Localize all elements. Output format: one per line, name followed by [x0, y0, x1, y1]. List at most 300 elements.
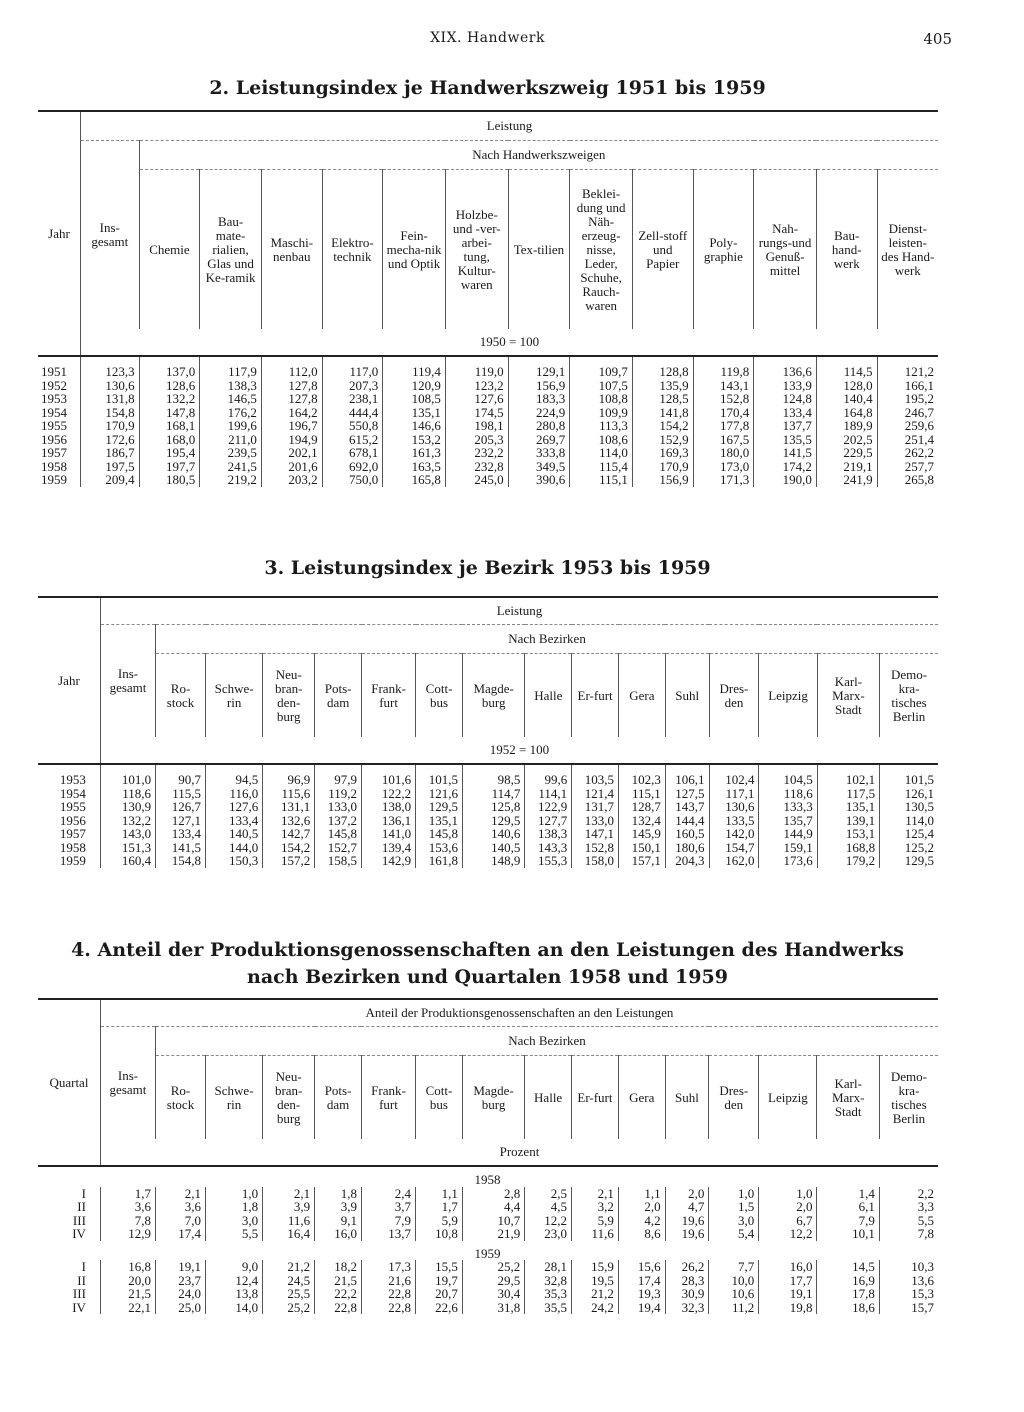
t3-head-leistung: Leistung: [100, 597, 938, 625]
table-cell: 10,3: [879, 1260, 938, 1274]
table-cell: 150,3: [206, 854, 263, 868]
table-cell: 190,0: [754, 473, 817, 487]
table-cell: 1,0: [205, 1187, 262, 1201]
table-cell: 115,4: [570, 460, 633, 474]
table-cell: 3,7: [361, 1200, 415, 1214]
table-cell: 154,2: [632, 419, 693, 433]
t2-col-header: Chemie: [139, 170, 200, 330]
table-cell: 176,2: [200, 406, 262, 420]
table-cell: 19,6: [665, 1214, 709, 1228]
table-cell: 21,2: [263, 1260, 315, 1274]
table-row: [38, 419, 938, 433]
row-label: 1954: [41, 404, 67, 420]
table-row: [38, 460, 938, 474]
table-cell: 107,5: [570, 379, 633, 393]
table-cell: 197,7: [139, 460, 200, 474]
table-cell: 19,7: [416, 1274, 463, 1288]
table-cell: 17,3: [361, 1260, 415, 1274]
table-cell: 23,0: [525, 1227, 572, 1241]
t3-col-header: Frank-furt: [362, 654, 416, 738]
table-cell: 137,7: [754, 419, 817, 433]
table-cell: 180,5: [139, 473, 200, 487]
table-cell: 101,0: [100, 764, 155, 787]
table-cell: 127,6: [445, 392, 508, 406]
t2-col-header: Zell-stoff und Papier: [632, 170, 693, 330]
t4-col-header: Dres-den: [709, 1056, 759, 1140]
t3-head-base: 1952 = 100: [100, 737, 938, 764]
table-cell: 211,0: [200, 433, 262, 447]
t2-col-header: Tex-tilien: [508, 170, 570, 330]
table-cell: 127,6: [206, 800, 263, 814]
table-cell: 154,8: [80, 406, 139, 420]
table-cell: 94,5: [206, 764, 263, 787]
table-cell: 186,7: [80, 446, 139, 460]
table-cell: 2,0: [665, 1187, 709, 1201]
t2-col-header: Beklei-dung und Näh-erzeug-nisse, Leder, Schuhe, Rauch-waren: [570, 170, 633, 330]
table-cell: 138,3: [200, 379, 262, 393]
table-cell: 142,9: [362, 854, 416, 868]
table-cell: 19,3: [618, 1287, 665, 1301]
table-cell: 174,5: [445, 406, 508, 420]
table-cell: 2,4: [361, 1187, 415, 1201]
table-cell: 130,5: [880, 800, 938, 814]
table-cell: 112,0: [261, 356, 322, 379]
table-cell: 133,4: [754, 406, 817, 420]
t2-col-header: Nah-rungs-und Genuß-mittel: [754, 170, 817, 330]
table-row: [38, 1287, 938, 1301]
table-cell: 114,1: [525, 787, 572, 801]
table-cell: 117,9: [200, 356, 262, 379]
table-cell: 24,2: [572, 1301, 619, 1315]
table-cell: 152,9: [632, 433, 693, 447]
row-label: 1957: [59, 826, 86, 841]
table-cell: 15,6: [618, 1260, 665, 1274]
row-label: 1955: [59, 799, 86, 814]
table-cell: 135,7: [759, 814, 817, 828]
table-cell: 2,2: [879, 1187, 938, 1201]
table-cell: 4,2: [618, 1214, 665, 1228]
t4-head-quartal: Quartal: [38, 999, 100, 1166]
table-cell: 12,2: [525, 1214, 572, 1228]
table-cell: 129,1: [508, 356, 570, 379]
table-cell: 145,8: [315, 827, 362, 841]
table-cell: 130,9: [100, 800, 155, 814]
table-cell: 143,3: [525, 841, 572, 855]
row-label: I: [81, 1259, 86, 1274]
table-cell: 169,3: [632, 446, 693, 460]
table-cell: 550,8: [322, 419, 383, 433]
table-cell: 3,6: [156, 1200, 206, 1214]
table-cell: 14,0: [205, 1301, 262, 1315]
table-cell: 5,5: [205, 1227, 262, 1241]
table-cell: 1,5: [709, 1200, 759, 1214]
table-cell: 241,5: [200, 460, 262, 474]
table-cell: 14,5: [817, 1260, 879, 1274]
table-cell: 98,5: [462, 764, 524, 787]
table-cell: 168,8: [817, 841, 879, 855]
table-cell: 119,0: [445, 356, 508, 379]
table-cell: 115,1: [619, 787, 666, 801]
table-cell: 123,2: [445, 379, 508, 393]
table-cell: 196,7: [261, 419, 322, 433]
table-cell: 164,8: [816, 406, 877, 420]
table-cell: 9,1: [315, 1214, 362, 1228]
table-cell: 26,2: [665, 1260, 709, 1274]
table-cell: 22,8: [361, 1287, 415, 1301]
table-cell: 128,0: [816, 379, 877, 393]
t3-head-jahr: Jahr: [38, 597, 100, 764]
table-cell: 120,9: [383, 379, 446, 393]
table-row: [38, 356, 938, 379]
table-cell: 16,0: [759, 1260, 817, 1274]
row-label: II: [77, 1199, 86, 1214]
table-cell: 224,9: [508, 406, 570, 420]
table-cell: 137,2: [315, 814, 362, 828]
table-cell: 168,0: [139, 433, 200, 447]
table-cell: 3,0: [205, 1214, 262, 1228]
table-cell: 219,2: [200, 473, 262, 487]
table-cell: 241,9: [816, 473, 877, 487]
table-row: [38, 841, 938, 855]
table-cell: 28,1: [525, 1260, 572, 1274]
table-cell: 154,2: [263, 841, 315, 855]
table-cell: 1,0: [709, 1187, 759, 1201]
row-label: I: [81, 1185, 86, 1201]
table-cell: 139,1: [817, 814, 879, 828]
table-cell: 197,5: [80, 460, 139, 474]
table-cell: 114,5: [816, 356, 877, 379]
table-cell: 141,5: [156, 841, 206, 855]
t4-col-header: Leipzig: [759, 1056, 817, 1140]
t2-head-jahr: Jahr: [38, 111, 80, 356]
table4-title-line2: nach Bezirken und Quartalen 1958 und 1959: [247, 966, 728, 988]
row-label: 1953: [59, 772, 86, 787]
t4-head-anteil: Anteil der Produktionsgenossenschaften an den Leistungen: [100, 999, 938, 1027]
table-cell: 130,6: [709, 800, 759, 814]
table-cell: 2,5: [525, 1187, 572, 1201]
t4-col-header: Gera: [618, 1056, 665, 1140]
table-cell: 108,5: [383, 392, 446, 406]
row-label: II: [77, 1272, 86, 1288]
row-label: 1956: [59, 812, 86, 828]
t2-head-insgesamt: Ins-gesamt: [80, 141, 139, 330]
row-label: 1951: [41, 364, 67, 379]
table-cell: 21,2: [572, 1287, 619, 1301]
t4-col-header: Halle: [525, 1056, 572, 1140]
table-cell: 128,6: [139, 379, 200, 393]
table-cell: 12,2: [759, 1227, 817, 1241]
table-cell: 141,5: [754, 446, 817, 460]
t4-head-unit: Prozent: [100, 1139, 938, 1166]
table-cell: 128,8: [632, 356, 693, 379]
table-cell: 189,9: [816, 419, 877, 433]
table-cell: 133,0: [572, 814, 619, 828]
table-cell: 96,9: [263, 764, 315, 787]
table-cell: 16,4: [263, 1227, 315, 1241]
table-cell: 194,9: [261, 433, 322, 447]
table-cell: 195,2: [877, 392, 938, 406]
table-cell: 4,7: [665, 1200, 709, 1214]
table-cell: 13,8: [205, 1287, 262, 1301]
table-row: [38, 1187, 938, 1201]
row-label: 1958: [41, 458, 67, 474]
table-cell: 144,4: [665, 814, 709, 828]
row-label: 1954: [59, 785, 86, 801]
table-cell: 10,1: [817, 1227, 879, 1241]
table-cell: 163,5: [383, 460, 446, 474]
t3-col-header: Er-furt: [572, 654, 619, 738]
table-cell: 136,1: [362, 814, 416, 828]
t4-col-header: Frank-furt: [361, 1056, 415, 1140]
table-cell: 166,1: [877, 379, 938, 393]
table-cell: 127,8: [261, 392, 322, 406]
t3-col-header: Halle: [525, 654, 572, 738]
t3-col-header: Dres-den: [709, 654, 759, 738]
table-cell: 101,6: [362, 764, 416, 787]
t4-col-header: Demo-kra-tisches Berlin: [879, 1056, 938, 1140]
table-cell: 128,7: [619, 800, 666, 814]
table-cell: 205,3: [445, 433, 508, 447]
table-cell: 133,0: [315, 800, 362, 814]
table2-title: 2. Leistungsindex je Handwerkszweig 1951 bis 1959: [209, 77, 766, 99]
table-cell: 128,5: [632, 392, 693, 406]
table-cell: 119,4: [383, 356, 446, 379]
table-cell: 17,8: [817, 1287, 879, 1301]
table-cell: 119,2: [315, 787, 362, 801]
table-cell: 115,5: [156, 787, 206, 801]
table-cell: 104,5: [759, 764, 817, 787]
table-cell: 164,2: [261, 406, 322, 420]
table-cell: 156,9: [632, 473, 693, 487]
table-cell: 118,6: [759, 787, 817, 801]
t2-col-header: Elektro-technik: [322, 170, 383, 330]
t3-col-header: Schwe-rin: [206, 654, 263, 738]
table-cell: 167,5: [693, 433, 754, 447]
table-cell: 173,0: [693, 460, 754, 474]
table-cell: 32,3: [665, 1301, 709, 1315]
table-cell: 144,9: [759, 827, 817, 841]
table-cell: 615,2: [322, 433, 383, 447]
table-cell: 141,8: [632, 406, 693, 420]
row-label: 1957: [41, 445, 67, 460]
table-cell: 125,2: [880, 841, 938, 855]
table-cell: 132,6: [263, 814, 315, 828]
table-cell: 158,5: [315, 854, 362, 868]
table-cell: 202,5: [816, 433, 877, 447]
table-cell: 127,5: [665, 787, 709, 801]
table-cell: 97,9: [315, 764, 362, 787]
table-cell: 157,2: [263, 854, 315, 868]
row-label: 1959: [59, 853, 86, 868]
table-cell: 22,8: [361, 1301, 415, 1315]
table-cell: 162,0: [709, 854, 759, 868]
table-cell: 15,7: [879, 1301, 938, 1315]
table-cell: 32,8: [525, 1274, 572, 1288]
table-cell: 25,2: [263, 1301, 315, 1315]
table-cell: 101,5: [880, 764, 938, 787]
table-cell: 17,4: [618, 1274, 665, 1288]
table-cell: 108,8: [570, 392, 633, 406]
t3-col-header: Neu-bran-den-burg: [263, 654, 315, 738]
table-cell: 170,9: [80, 419, 139, 433]
table-cell: 20,7: [416, 1287, 463, 1301]
table-cell: 30,9: [665, 1287, 709, 1301]
table-cell: 3,3: [879, 1200, 938, 1214]
t2-col-header: Holzbe-und -ver-arbei-tung, Kultur-waren: [445, 170, 508, 330]
t4-col-header: Suhl: [665, 1056, 709, 1140]
table-cell: 16,0: [315, 1227, 362, 1241]
table-cell: 1,1: [618, 1187, 665, 1201]
table-cell: 17,7: [759, 1274, 817, 1288]
table-cell: 28,3: [665, 1274, 709, 1288]
table-row: [38, 446, 938, 460]
table-cell: 203,2: [261, 473, 322, 487]
table-cell: 349,5: [508, 460, 570, 474]
table-cell: 131,8: [80, 392, 139, 406]
table-cell: 11,2: [709, 1301, 759, 1315]
table-cell: 151,3: [100, 841, 155, 855]
table-cell: 19,8: [759, 1301, 817, 1315]
table-cell: 678,1: [322, 446, 383, 460]
table-row: [38, 814, 938, 828]
t4-head-nach: Nach Bezirken: [156, 1027, 938, 1056]
table-cell: 119,8: [693, 356, 754, 379]
t3-column-headers: [38, 654, 938, 738]
table-row: [38, 800, 938, 814]
table-cell: 269,7: [508, 433, 570, 447]
table-cell: 7,8: [879, 1227, 938, 1241]
table-cell: 29,5: [462, 1274, 524, 1288]
table-cell: 160,5: [665, 827, 709, 841]
t4-col-header: Neu-bran-den-burg: [263, 1056, 315, 1140]
table-cell: 147,8: [139, 406, 200, 420]
table-cell: 143,0: [100, 827, 155, 841]
table-cell: 139,4: [362, 841, 416, 855]
table-cell: 20,0: [100, 1274, 155, 1288]
table-cell: 154,7: [709, 841, 759, 855]
row-label: IV: [72, 1299, 86, 1315]
page-number: 405: [923, 30, 952, 48]
table-cell: 16,9: [817, 1274, 879, 1288]
t3-col-header: Leipzig: [759, 654, 817, 738]
table-cell: 108,6: [570, 433, 633, 447]
t2-body: [38, 356, 938, 487]
table-cell: 5,4: [709, 1227, 759, 1241]
table-cell: 35,5: [525, 1301, 572, 1315]
table-cell: 444,4: [322, 406, 383, 420]
table-cell: 21,5: [315, 1274, 362, 1288]
t3-col-header: Suhl: [665, 654, 709, 738]
table-cell: 117,5: [817, 787, 879, 801]
table-cell: 135,1: [416, 814, 463, 828]
table-cell: 174,2: [754, 460, 817, 474]
t3-head-nach: Nach Bezirken: [156, 625, 938, 654]
table-cell: 170,9: [632, 460, 693, 474]
table-cell: 21,5: [100, 1287, 155, 1301]
table-cell: 207,3: [322, 379, 383, 393]
t4-col-header: Schwe-rin: [205, 1056, 262, 1140]
table-cell: 101,5: [416, 764, 463, 787]
t4-col-header: Ro-stock: [156, 1056, 206, 1140]
table-cell: 232,8: [445, 460, 508, 474]
table-cell: 135,1: [383, 406, 446, 420]
table-cell: 238,1: [322, 392, 383, 406]
table-cell: 180,0: [693, 446, 754, 460]
table-cell: 106,1: [665, 764, 709, 787]
table-cell: 145,8: [416, 827, 463, 841]
t4-col-header: Er-furt: [572, 1056, 619, 1140]
row-label: III: [72, 1286, 86, 1301]
table-cell: 22,8: [315, 1301, 362, 1315]
table-cell: 692,0: [322, 460, 383, 474]
t2-col-header: Dienst-leisten-des Hand-werk: [877, 170, 938, 330]
table-cell: 132,4: [619, 814, 666, 828]
table-cell: 239,5: [200, 446, 262, 460]
table-cell: 209,4: [80, 473, 139, 487]
row-label: IV: [72, 1226, 86, 1241]
table-cell: 132,2: [100, 814, 155, 828]
table-cell: 5,9: [416, 1214, 463, 1228]
table-cell: 2,0: [759, 1200, 817, 1214]
table-cell: 131,7: [572, 800, 619, 814]
t3-col-header: Demo-kra-tisches Berlin: [880, 654, 938, 738]
table-cell: 142,7: [263, 827, 315, 841]
table-cell: 109,7: [570, 356, 633, 379]
table-row: [38, 473, 938, 487]
table-cell: 25,5: [263, 1287, 315, 1301]
table-cell: 1,7: [416, 1200, 463, 1214]
table-row: [38, 827, 938, 841]
t2-col-header: Bau-hand-werk: [816, 170, 877, 330]
table-cell: 177,8: [693, 419, 754, 433]
table-cell: 138,3: [525, 827, 572, 841]
row-label: 1958: [59, 839, 86, 855]
table-cell: 12,9: [100, 1227, 155, 1241]
table-cell: 127,8: [261, 379, 322, 393]
table-cell: 102,3: [619, 764, 666, 787]
year-label: 1958: [474, 1172, 501, 1187]
table-cell: 158,0: [572, 854, 619, 868]
table-cell: 140,4: [816, 392, 877, 406]
table-cell: 229,5: [816, 446, 877, 460]
table-cell: 172,6: [80, 433, 139, 447]
table-cell: 10,8: [416, 1227, 463, 1241]
t4-head-insgesamt: Ins-gesamt: [100, 1027, 155, 1140]
t4-col-header: Cott-bus: [416, 1056, 463, 1140]
table-cell: 11,6: [572, 1227, 619, 1241]
table-row: [38, 433, 938, 447]
table-row: [38, 1214, 938, 1228]
table-cell: 333,8: [508, 446, 570, 460]
table-cell: 24,5: [263, 1274, 315, 1288]
table-cell: 15,5: [416, 1260, 463, 1274]
table-cell: 125,4: [880, 827, 938, 841]
table-cell: 10,0: [709, 1274, 759, 1288]
t4-body: [38, 1166, 938, 1314]
table-cell: 129,5: [462, 814, 524, 828]
table-cell: 138,0: [362, 800, 416, 814]
table-cell: 31,8: [462, 1301, 524, 1315]
t4-col-header: Magde-burg: [462, 1056, 524, 1140]
table-row: [38, 1274, 938, 1288]
table-cell: 13,7: [361, 1227, 415, 1241]
table-cell: 3,6: [100, 1200, 155, 1214]
table-cell: 2,1: [572, 1187, 619, 1201]
table-cell: 23,7: [156, 1274, 206, 1288]
table-cell: 219,1: [816, 460, 877, 474]
table-cell: 99,6: [525, 764, 572, 787]
year-section-row: [38, 1241, 938, 1261]
